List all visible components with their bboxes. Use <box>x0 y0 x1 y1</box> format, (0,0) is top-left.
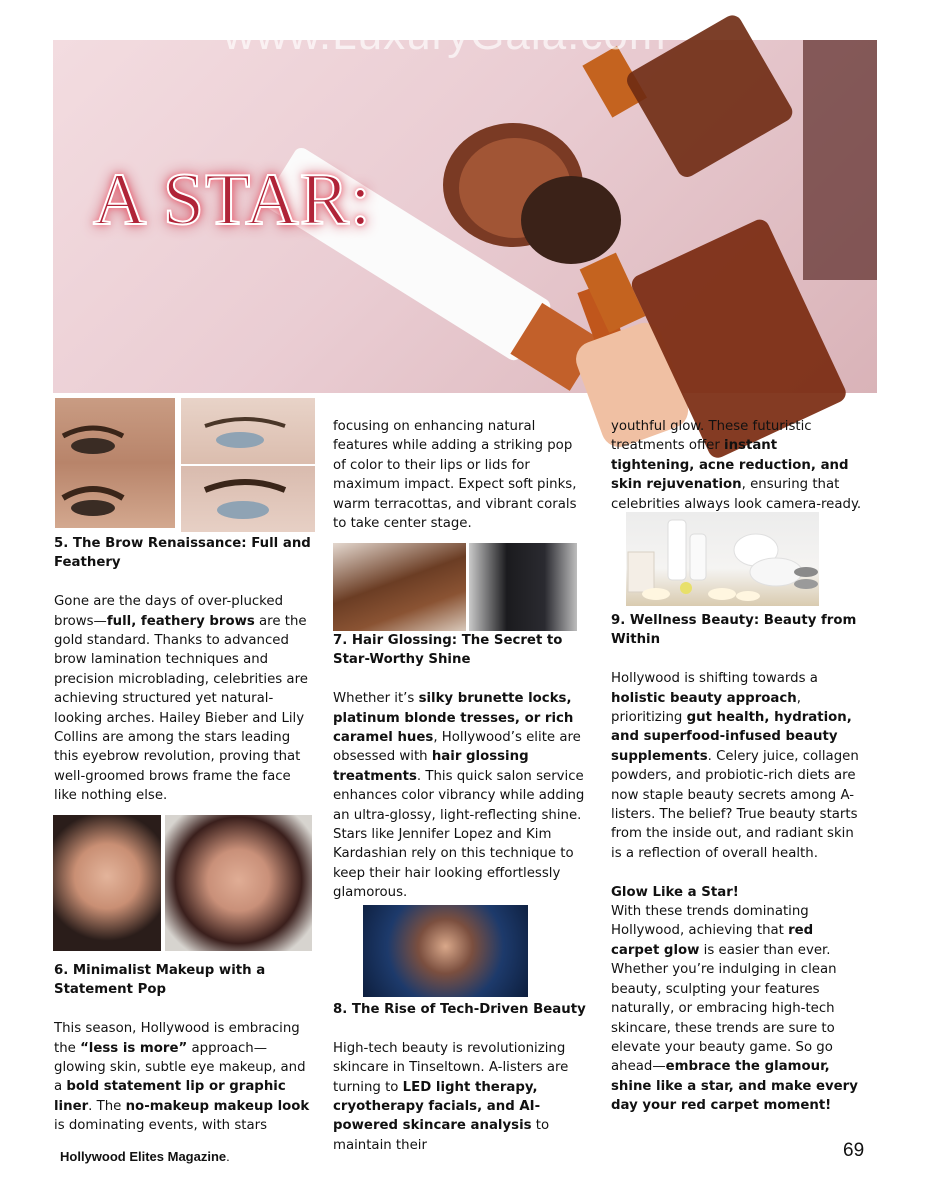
section-5-body: Gone are the days of over-plucked brows—full, feathery brows are the gold standard. Thanks to advanced brow lamination techniques and precision microblading, celebrities are achieving structured yet natural-looking arches. Hailey Bieber and Lily Collins are among the stars leading this eyebrow revolution, proving that well-groomed brows frame the face like nothing else. <box>54 594 308 804</box>
column-1 <box>54 534 312 806</box>
tech-beauty-photo <box>363 905 528 997</box>
column-3-lower <box>611 611 865 1116</box>
page-number: 69 <box>843 1140 865 1161</box>
hero-image <box>53 10 877 393</box>
section-8-continued: youthful glow. These futuristic treatments offer instant tightening, acne reduction, and skin rejuvenation, ensuring that celebrities always look camera-ready. <box>611 419 862 512</box>
makeup-photo-2 <box>165 815 312 951</box>
section-8-body: High-tech beauty is revolutionizing skincare in Tinseltown. A-listers are turning to LED light therapy, cryotherapy facials, and AI-powered skincare analysis to maintain their <box>333 1040 569 1153</box>
spa-items-illustration <box>626 512 819 606</box>
hair-photo-2 <box>469 543 577 631</box>
section-7-heading: 7. Hair Glossing: The Secret to Star-Worthy Shine <box>333 633 563 668</box>
section-6-continued: focusing on enhancing natural features while adding a striking pop of color to their lips or lids for maximum impact. Expect soft pinks, warm terracottas, and vibrant corals to take center stage. <box>333 419 577 532</box>
section-8-heading: 8. The Rise of Tech-Driven Beauty <box>333 1002 586 1017</box>
column-1-lower <box>54 961 312 1136</box>
column-3 <box>611 417 865 514</box>
makeup-photo-1 <box>53 815 161 951</box>
glow-heading: Glow Like a Star! <box>611 884 739 900</box>
section-5-heading: 5. The Brow Renaissance: Full and Feathery <box>54 536 311 571</box>
hair-photo-1 <box>333 543 466 631</box>
section-9-heading: 9. Wellness Beauty: Beauty from Within <box>611 613 857 648</box>
watermark-text: www.LuxuryGala.com <box>223 10 667 59</box>
eye-sketch-overlay <box>55 398 315 532</box>
glow-body: With these trends dominating Hollywood, achieving that red carpet glow is easier than ever. Whether you’re indulging in clean beauty, sculpting your features naturally, or embracing high-tech skincare, these trends are sure to elevate your beauty game. So go ahead—embrace the glamour, shine like a star, and make every day your red carpet moment! <box>611 904 858 1114</box>
section-6-body: This season, Hollywood is embracing the “less is more” approach—glowing skin, subtle eye makeup, and a bold statement lip or graphic liner. The no-makeup makeup look is dominating events, with stars <box>54 1021 310 1134</box>
section-7-body: Whether it’s silky brunette locks, platinum blonde tresses, or rich caramel hues, Hollywood’s elite are obsessed with hair glossing treatments. This quick salon service enhances color vibrancy while adding an ultra-glossy, light-reflecting shine. Stars like Jennifer Lopez and Kim Kardashian rely on this technique to keep their hair looking effortlessly glamorous. <box>333 691 585 901</box>
magazine-name: Hollywood Elites Magazine. <box>60 1149 230 1164</box>
section-9-body: Hollywood is shifting towards a holistic beauty approach, prioritizing gut health, hydration, and superfood-infused beauty supplements. Celery juice, collagen powders, and probiotic-rich diets are now staple beauty secrets among A-listers. The belief? True beauty starts from the inside out, and radiant skin is a reflection of overall health. <box>611 671 859 861</box>
column-2 <box>333 417 587 533</box>
column-2-lower <box>333 1000 587 1155</box>
hero-title: A STAR: <box>93 159 372 241</box>
column-2-mid <box>333 631 587 903</box>
section-6-heading: 6. Minimalist Makeup with a Statement Pop <box>54 963 266 998</box>
